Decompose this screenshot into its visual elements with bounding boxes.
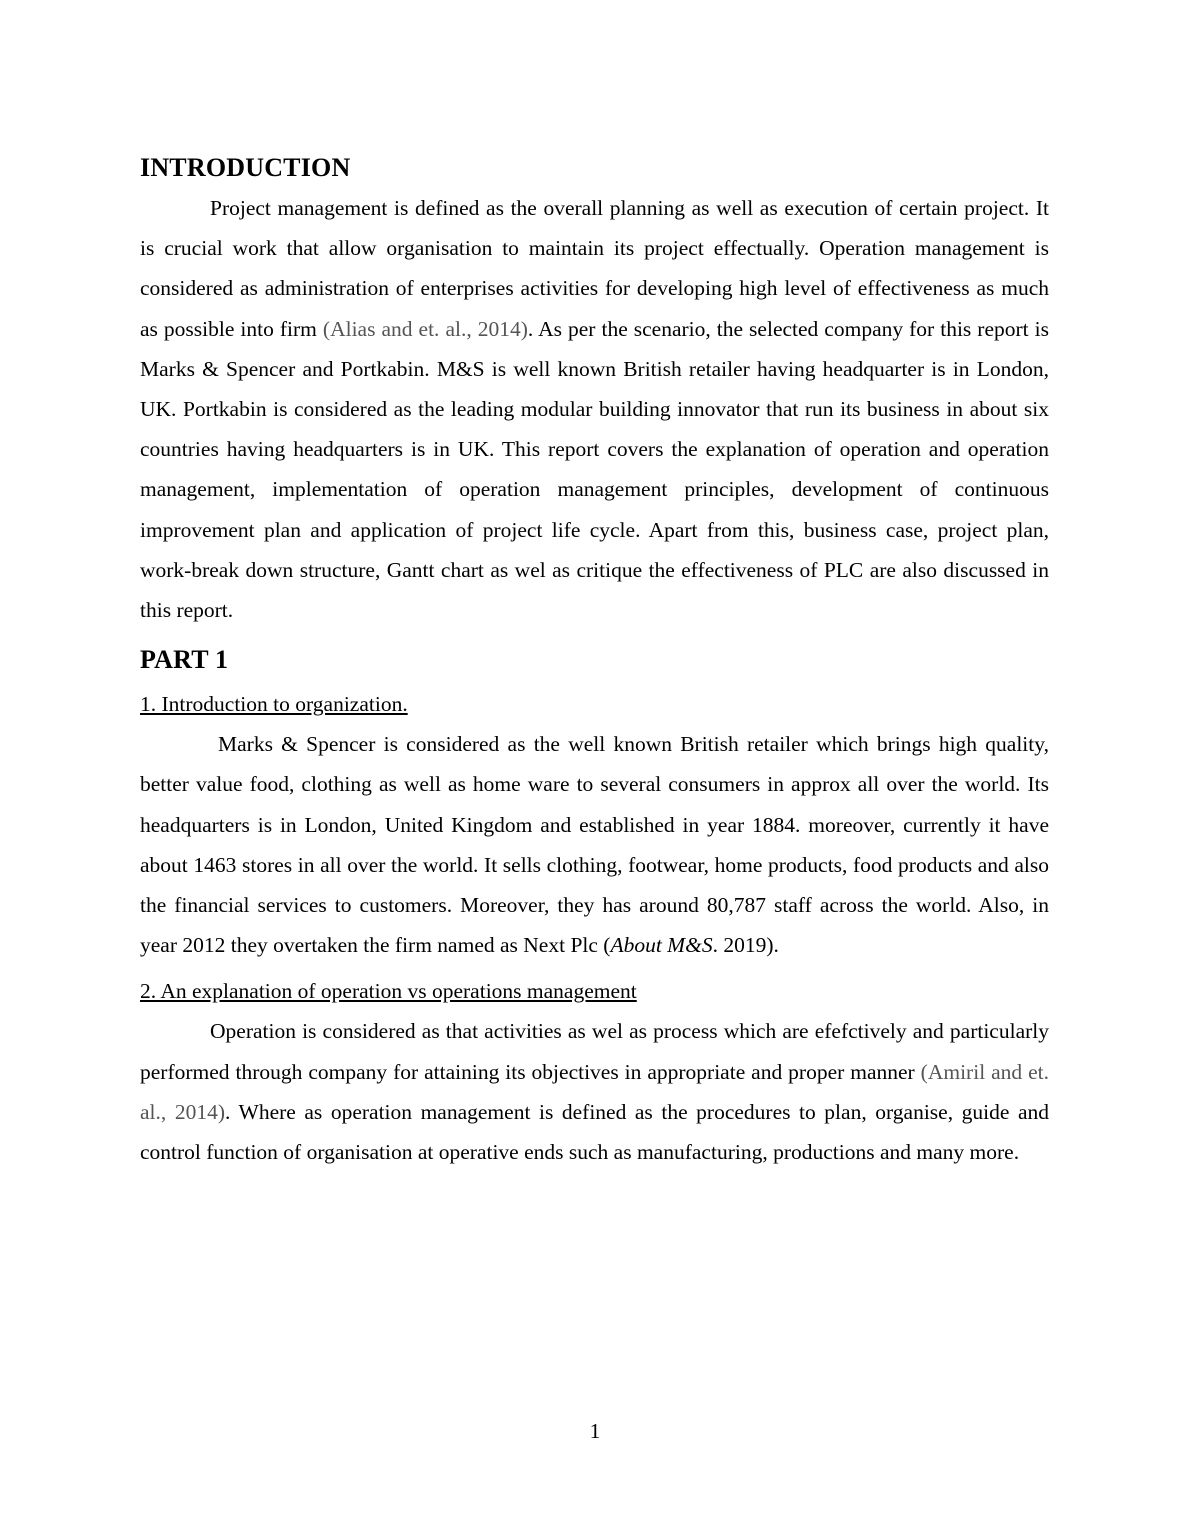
section-2-title: 2. An explanation of operation vs operations management [140, 979, 637, 1004]
citation-amiril: (Amiril and et. al., 2014) [140, 1059, 1049, 1124]
section-1-paragraph [140, 724, 1049, 965]
section-2-text-a: Operation is considered as that activities as wel as process which are efefctively and particularly performed through company for attaining its objectives in appropriate and proper manner [140, 1019, 1049, 1084]
section-1-text-a: Marks & Spencer is considered as the well known British retailer which brings high quality, better value food, clothing as well as home ware to several consumers in approx all over the world. Its headquarters is in London, United Kingdom and established in year 1884. moreover, currently it have about 1463 stores in all over the world. It sells clothing, footwear, home products, food products and also the financial services to customers. Moreover, they has around 80,787 staff across the world. Also, in year 2012 they overtaken the firm named as Next Plc ( [140, 732, 1049, 958]
part-1-heading: PART 1 [140, 645, 229, 675]
section-1-text-b: . 2019). [712, 933, 779, 958]
introduction-text-b: . As per the scenario, the selected company for this report is Marks & Spencer and Portkabin. M&S is well known British retailer having headquarter is in London, UK. Portkabin is considered as the leading modular building innovator that run its business in about six countries having headquarters is in UK. This report covers the explanation of operation and operation management, implementation of operation management principles, development of continuous improvement plan and application of project life cycle. Apart from this, business case, project plan, work-break down structure, Gantt chart as wel as critique the effectiveness of PLC are also discussed in this report. [140, 316, 1049, 623]
page-content [140, 148, 1049, 1172]
citation-about-ms: About M&S [610, 933, 713, 958]
section-1-title: 1. Introduction to organization. [140, 692, 408, 717]
introduction-text-a: Project management is defined as the overall planning as well as execution of certain project. It is crucial work that allow organisation to maintain its project effectually. Operation management is considered as administration of enterprises activities for developing high level of effectiveness as much as possible into firm [140, 196, 1049, 341]
citation-alias: (Alias and et. al., 2014) [322, 316, 528, 341]
introduction-heading: INTRODUCTION [140, 153, 351, 182]
section-2-paragraph [140, 1011, 1049, 1172]
introduction-paragraph [140, 188, 1049, 630]
page-number: 1 [589, 1419, 601, 1443]
section-2-text-b: . Where as operation management is defined as the procedures to plan, organise, guide and control function of organisation at operative ends such as manufacturing, productions and many more. [140, 1099, 1049, 1165]
